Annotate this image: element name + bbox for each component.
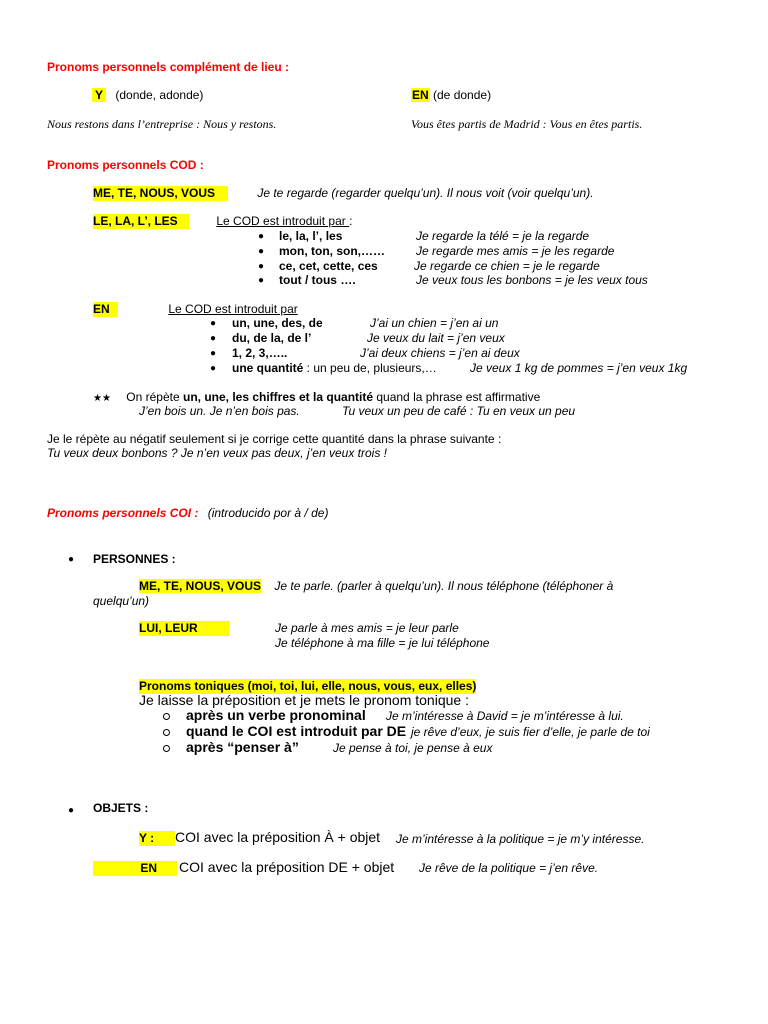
section-title-cod: Pronoms personnels COD : bbox=[47, 158, 204, 172]
circle-bullet-icon bbox=[163, 713, 170, 720]
pronoun-label: EN bbox=[93, 302, 118, 317]
cod-row-en bbox=[93, 302, 298, 317]
coi-objet-y-example: Je m’intéresse à la politique = je m’y intéresse. bbox=[396, 832, 645, 846]
bullet-icon: ● bbox=[210, 333, 217, 344]
list-item-example: Je regarde mes amis = je les regarde bbox=[416, 244, 615, 258]
bullet-icon: ● bbox=[258, 261, 265, 272]
cod-note-example-1: J’en bois un. Je n’en bois pas. bbox=[139, 404, 300, 418]
list-item-example: J’ai un chien = j’en ai un bbox=[370, 316, 499, 330]
lieu-en-desc: (de donde) bbox=[433, 88, 492, 102]
lieu-y-row bbox=[92, 88, 203, 103]
list-item-example: Je regarde la télé = je la regarde bbox=[416, 229, 590, 243]
pronoun-label: ME, TE, NOUS, VOUS bbox=[93, 186, 228, 201]
bullet-icon: ● bbox=[210, 318, 217, 329]
coi-objet-en-row bbox=[93, 860, 394, 876]
cod-row2-intro: Le COD est introduit par : bbox=[216, 214, 353, 228]
coi-objet-en-text: COI avec la préposition DE + objet bbox=[179, 859, 395, 875]
pronoun-label: ME, TE, NOUS, VOUS bbox=[139, 579, 262, 593]
bullet-icon: ● bbox=[68, 805, 75, 816]
coi-objet-y-row bbox=[139, 830, 380, 846]
cod-negative-rule: Je le répète au négatif seulement si je corrige cette quantité dans la phrase suivante : bbox=[47, 432, 502, 446]
cod-row-me-te bbox=[93, 186, 594, 201]
coi-objet-y-text: COI avec la préposition À + objet bbox=[175, 829, 381, 845]
lieu-y-example: Nous restons dans l’entreprise : Nous y restons. bbox=[47, 117, 277, 131]
coi-row-me-te bbox=[139, 579, 613, 594]
coi-row-lui-leur bbox=[139, 621, 229, 636]
cod-note-example-2: Tu veux un peu de café : Tu en veux un peu bbox=[342, 404, 576, 418]
coi-row1-text-cont: quelqu’un) bbox=[93, 594, 150, 608]
star-icon: ★★ bbox=[93, 393, 111, 404]
list-item-example: je rêve d’eux, je suis fier d’elle, je parle de toi bbox=[411, 725, 650, 739]
section-title-coi: Pronoms personnels COI : (introducido por à / de) bbox=[47, 506, 329, 520]
list-item-term: tout / tous …. bbox=[279, 273, 356, 287]
pronoun-label: Y : bbox=[139, 831, 175, 846]
circle-bullet-icon bbox=[163, 745, 170, 752]
pronoun-label: LE, LA, L’, LES bbox=[93, 214, 189, 229]
lieu-en-example: Vous êtes partis de Madrid : Vous en êtes partis. bbox=[411, 117, 643, 131]
coi-subtitle: (introducido por à / de) bbox=[207, 506, 329, 520]
cod-negative-example: Tu veux deux bonbons ? Je n’en veux pas deux, j’en veux trois ! bbox=[47, 446, 387, 460]
coi-objet-en-example: Je rêve de la politique = j’en rêve. bbox=[419, 861, 599, 875]
bullet-icon: ● bbox=[68, 554, 75, 565]
bullet-icon: ● bbox=[258, 275, 265, 286]
pronoun-label: EN bbox=[93, 861, 177, 876]
list-item-example: J’ai deux chiens = j’en ai deux bbox=[360, 346, 520, 360]
coi-row2-example-1: Je parle à mes amis = je leur parle bbox=[275, 621, 459, 635]
list-item-example: Je regarde ce chien = je le regarde bbox=[414, 259, 600, 273]
coi-row1-text: Je te parle. (parler à quelqu’un). Il nous téléphone (téléphoner à bbox=[274, 579, 614, 593]
coi-row2-example-2: Je téléphone à ma fille = je lui téléphone bbox=[275, 636, 490, 650]
cod-row1-text: Je te regarde (regarder quelqu’un). Il nous voit (voir quelqu’un). bbox=[257, 186, 594, 200]
list-item-example: Je m’intéresse à David = je m’intéresse à lui. bbox=[386, 709, 624, 723]
list-item-term: ce, cet, cette, ces bbox=[279, 259, 378, 273]
list-item-term: une quantité : un peu de, plusieurs,… bbox=[232, 361, 437, 375]
pronoun-label: LUI, LEUR bbox=[139, 621, 229, 636]
lieu-y-desc: (donde, adonde) bbox=[115, 88, 204, 102]
coi-objets-heading: OBJETS : bbox=[93, 801, 149, 815]
bullet-icon: ● bbox=[210, 348, 217, 359]
pronoun-label: EN bbox=[412, 88, 429, 102]
pronoun-label: Y bbox=[92, 88, 106, 102]
list-item-example: Je veux 1 kg de pommes = j’en veux 1kg bbox=[470, 361, 688, 375]
circle-bullet-icon bbox=[163, 729, 170, 736]
list-item-example: Je veux tous les bonbons = je les veux tous bbox=[416, 273, 648, 287]
lieu-en-row bbox=[411, 88, 491, 103]
cod-note: ★★ On répète un, une, les chiffres et la quantité quand la phrase est affirmative bbox=[93, 390, 541, 404]
list-item-term: le, la, l’, les bbox=[279, 229, 343, 243]
list-item-term: après un verbe pronominal bbox=[186, 707, 366, 723]
toniques-text: Je laisse la préposition et je mets le pronom tonique : bbox=[139, 692, 469, 708]
list-item-term: un, une, des, de bbox=[232, 316, 323, 330]
list-item-term: 1, 2, 3,….. bbox=[232, 346, 288, 360]
list-item-term: du, de la, de l’ bbox=[232, 331, 312, 345]
bullet-icon: ● bbox=[258, 246, 265, 257]
cod-row-le-la bbox=[93, 214, 352, 229]
bullet-icon: ● bbox=[258, 231, 265, 242]
section-title-lieu: Pronoms personnels complément de lieu : bbox=[47, 60, 290, 74]
toniques-label: Pronoms toniques (moi, toi, lui, elle, nous, vous, eux, elles) bbox=[139, 679, 477, 693]
list-item-term: mon, ton, son,…… bbox=[279, 244, 385, 258]
cod-row3-intro: Le COD est introduit par bbox=[168, 302, 298, 316]
list-item-term: après “penser à” bbox=[186, 739, 299, 755]
list-item-term: quand le COI est introduit par DE bbox=[186, 723, 407, 739]
list-item-example: Je pense à toi, je pense à eux bbox=[333, 741, 493, 755]
coi-personnes-heading: PERSONNES : bbox=[93, 552, 176, 566]
bullet-icon: ● bbox=[210, 363, 217, 374]
list-item-example: Je veux du lait = j’en veux bbox=[367, 331, 505, 345]
